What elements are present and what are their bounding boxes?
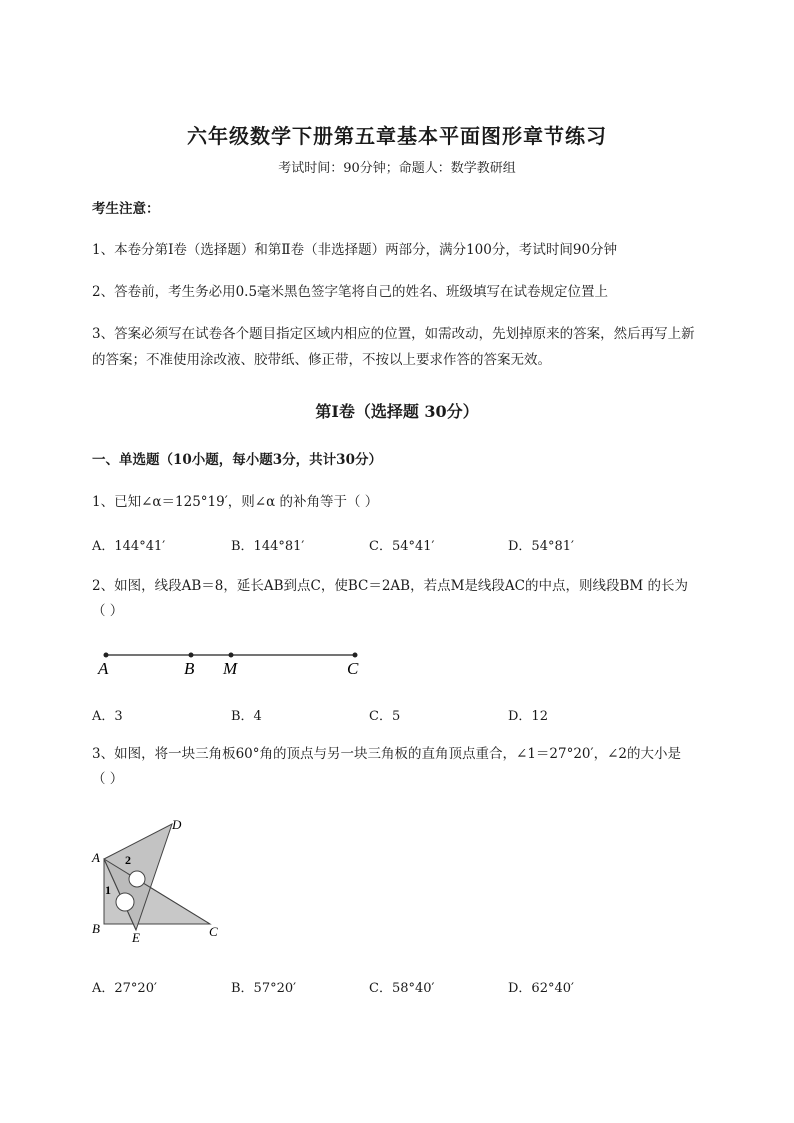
question-2-text: 2、如图，线段AB＝8，延长AB到点C，使BC＝2AB，若点M是线段AC的中点，则线段BM 的长为 xyxy=(92,578,689,594)
question-3-option-a: A．27°20′ xyxy=(92,981,157,996)
label-e: E xyxy=(132,930,140,945)
question-3-option-d: D．62°40′ xyxy=(508,981,574,996)
section-title: 第I卷（选择题 30分） xyxy=(315,402,479,421)
part-title: 一、单选题（10小题，每小题3分，共计30分） xyxy=(92,452,382,468)
label-c: C xyxy=(347,659,359,678)
notice-item-3: 3、答案必须写在试卷各个题目指定区域内相应的位置，如需改动，先划掉原来的答案，然后再写上新 xyxy=(92,326,695,342)
question-1-option-c: C．54°41′ xyxy=(369,539,435,554)
segment-figure xyxy=(92,640,372,680)
angle-1-label: 1 xyxy=(105,883,111,897)
label-c: C xyxy=(209,924,218,939)
point-c xyxy=(353,653,358,658)
question-1-option-b: B．144°81′ xyxy=(231,539,305,554)
angle-2-label: 2 xyxy=(125,853,131,867)
label-d: D xyxy=(172,817,182,832)
question-3-option-c: C．58°40′ xyxy=(369,981,435,996)
notice-item-3-cont: 的答案；不准使用涂改液、胶带纸、修正带，不按以上要求作答的答案无效。 xyxy=(92,352,551,368)
hole-upper xyxy=(129,871,145,887)
label-b: B xyxy=(92,921,100,936)
label-a: A xyxy=(98,659,109,678)
label-m: M xyxy=(223,659,238,678)
question-1-option-d: D．54°81′ xyxy=(508,539,574,554)
question-2-option-b: B．4 xyxy=(231,709,262,724)
hole-lower xyxy=(116,893,134,911)
label-a: A xyxy=(92,850,100,865)
question-2-option-d: D．12 xyxy=(508,709,548,724)
point-a xyxy=(104,653,109,658)
question-2-option-c: C．5 xyxy=(369,709,401,724)
notice-heading: 考生注意： xyxy=(92,201,160,217)
question-3-paren: （ ） xyxy=(92,771,124,787)
notice-item-1: 1、本卷分第I卷（选择题）和第Ⅱ卷（非选择题）两部分，满分100分，考试时间90分钟 xyxy=(92,242,618,258)
page-title: 六年级数学下册第五章基本平面图形章节练习 xyxy=(187,124,607,148)
question-2-paren: （ ） xyxy=(92,603,124,619)
question-1-text: 1、已知∠α＝125°19′，则∠α 的补角等于（ ） xyxy=(92,494,379,510)
question-3-text: 3、如图，将一块三角板60°角的顶点与另一块三角板的直角顶点重合，∠1＝27°20′，∠2的大小是 xyxy=(92,746,681,762)
question-2-option-a: A．3 xyxy=(92,709,123,724)
exam-info: 考试时间：90分钟；命题人：数学教研组 xyxy=(278,161,516,176)
notice-item-2: 2、答卷前，考生务必用0.5毫米黑色签字笔将自己的姓名、班级填写在试卷规定位置上 xyxy=(92,284,609,300)
label-b: B xyxy=(184,659,195,678)
question-3-option-b: B．57°20′ xyxy=(231,981,297,996)
point-m xyxy=(229,653,234,658)
triangle-figure xyxy=(88,812,233,947)
point-b xyxy=(189,653,194,658)
question-1-option-a: A．144°41′ xyxy=(92,539,166,554)
